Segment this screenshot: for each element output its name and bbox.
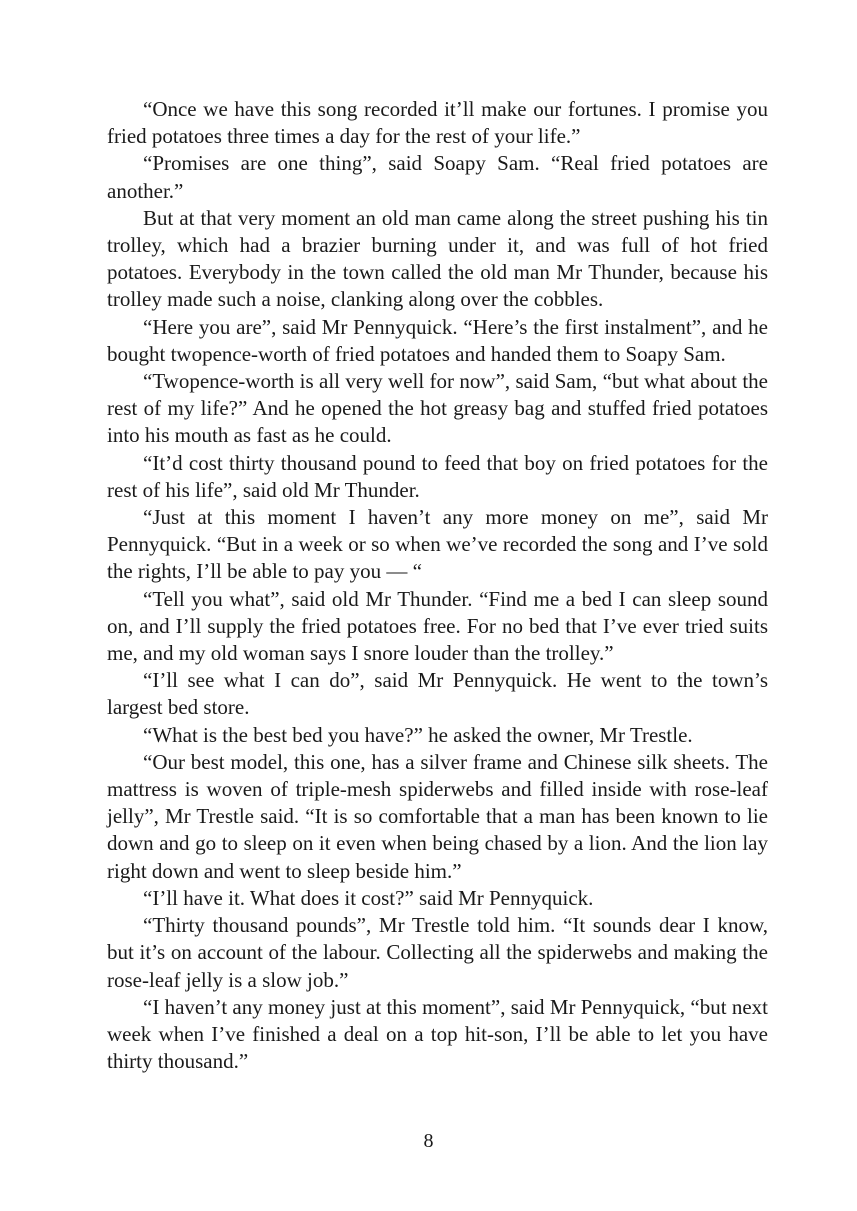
paragraph: “I haven’t any money just at this moment”, said Mr Pennyquick, “but next week when I’ve finished a deal on a top hit-son, I’ll be able to let you have thirty thousand.”	[107, 994, 768, 1074]
paragraph: “Just at this moment I haven’t any more money on me”, said Mr Pennyquick. “But in a week or so when we’ve recorded the song and I’ve sold the rights, I’ll be able to pay you — “	[107, 505, 768, 584]
page-number: 8	[423, 1130, 434, 1152]
paragraph: “Our best model, this one, has a silver frame and Chinese silk sheets. The mattress is woven of triple-mesh spiderwebs and filled inside with rose-leaf jelly”, Mr Trestle said. “It is so comfortable that a man has been known to lie down and go to sleep on it even when being chased by a lion. And the lion lay right down and went to sleep beside him.”	[107, 749, 768, 883]
paragraph: “Here you are”, said Mr Pennyquick. “Here’s the first instalment”, and he bought twopence-worth of fried potatoes and handed them to Soapy Sam.	[107, 314, 768, 366]
paragraph: “Tell you what”, said old Mr Thunder. “Find me a bed I can sleep sound on, and I’ll supply the fried potatoes free. For no bed that I’ve ever tried suits me, and my old woman says I snore louder than the trolley.”	[107, 586, 768, 666]
page-body	[107, 96, 768, 1075]
paragraph: But at that very moment an old man came along the street pushing his tin trolley, which had a brazier burning under it, and was full of hot fried potatoes. Everybody in the town called the old man Mr Thunder, because his trolley made such a noise, clanking along over the cobbles.	[107, 205, 768, 312]
paragraph: “I’ll see what I can do”, said Mr Pennyquick. He went to the town’s largest bed store.	[107, 668, 768, 720]
paragraph: “I’ll have it. What does it cost?” said Mr Pennyquick.	[143, 885, 594, 910]
paragraph: “What is the best bed you have?” he asked the owner, Mr Trestle.	[143, 722, 693, 747]
paragraph: “Promises are one thing”, said Soapy Sam. “Real fried potatoes are another.”	[107, 151, 768, 203]
paragraph: “Twopence-worth is all very well for now”, said Sam, “but what about the rest of my life?” And he opened the hot greasy bag and stuffed fried potatoes into his mouth as fast as he could.	[107, 369, 768, 448]
paragraph: “Thirty thousand pounds”, Mr Trestle told him. “It sounds dear I know, but it’s on account of the labour. Collecting all the spiderwebs and making the rose-leaf jelly is a slow job.”	[107, 913, 768, 992]
paragraph: “It’d cost thirty thousand pound to feed that boy on fried potatoes for the rest of his life”, said old Mr Thunder.	[107, 450, 768, 502]
paragraph: “Once we have this song recorded it’ll make our fortunes. I promise you fried potatoes three times a day for the rest of your life.”	[107, 97, 768, 149]
